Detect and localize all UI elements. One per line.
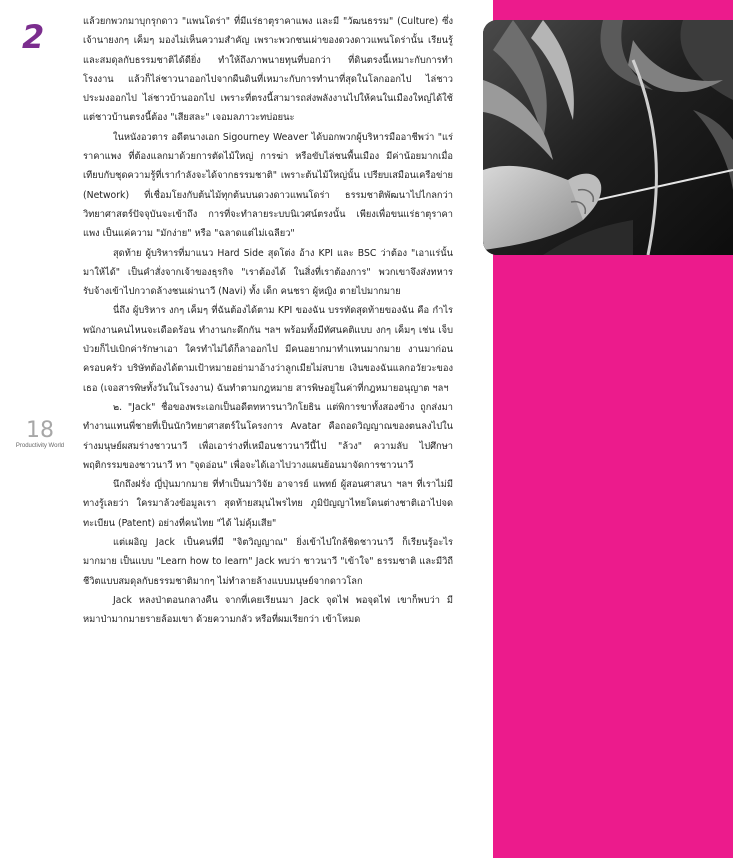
- paragraph: Jack หลงป่าตอนกลางคืน จากที่เคยเรียนมา Jack จุดไฟ พอจุดไฟ เขาก็พบว่า มีหมาป่ามากมายรายล้อมเขา ด้วยความกลัว หรือที่ผมเรียกว่า เข้าโหมด: [83, 594, 453, 626]
- film-still-photo: [483, 20, 733, 255]
- paragraph: นี่ถึง ผู้บริหาร งกๆ เค็มๆ ที่ฉันต้องได้ตาม KPI ของฉัน บรรทัดสุดท้ายของฉัน คือ กำไร พนักงานคนไหนจะเดือดร้อน ทำงานกะดึกกัน ฯลฯ พร้อมทั้งมีทัศนคติแบบ งกๆ เค็มๆ เช่น เจ็บป่วยก็ไปเบิกค่ารักษาเอา ใครทำไม่ได้ก็ลาออกไป มีคนอยากมาทำแทนมากมาย งานมาก่อนครอบครัว บริษัทต้องได้ตามเป้าหมายอย่ามาอ้างว่าลูกเมียไม่สบาย เงินของฉันแลกอวัยวะของเธอ (เจอสารพิษทั้งวันในโรงงาน) ฉันทำตามกฎหมาย สารพิษอยู่ในค่าที่กฎหมายอนุญาต ฯลฯ: [83, 305, 453, 394]
- bow-hand-image: [483, 20, 733, 255]
- page-number: 18: [26, 418, 54, 443]
- paragraph: แล้วยกพวกมาบุกรุกดาว "แพนโดร่า" ที่มีแร่ธาตุราคาแพง และมี "วัฒนธรรม" (Culture) ซึ่งเจ้านายงกๆ เค็มๆ มองไม่เห็นความสำคัญ เพราะพวกชนเผ่าของดวงดาวแพนโดร่านั้น เรียนรู้และสมดุลกับธรรมชาติได้ดียิ่ง ทำให้ถึงภาพนายทุนที่บอกว่า ที่ดินตรงนี้เหมาะกับการทำโรงงาน แล้วก็ไล่ชาวนาออกไปจากผืนดินที่เหมาะกับการทำนาที่สุดในโลกออกไป ไล่ชาวประมงออกไป ไล่ชาวบ้านออกไป เพราะที่ตรงนี้สามารถส่งพลังงานไปให้คนในเมืองใหญ่ได้ใช้ แต่ชาวบ้านตรงนี้ต้อง "เสียสละ" เจอมลภาวะทบ่อยนะ: [83, 16, 453, 124]
- paragraph: นึกถึงฝรั่ง ญี่ปุ่นมากมาย ที่ทำเป็นมาวิจัย อาจารย์ แพทย์ ผู้สอนศาสนา ฯลฯ ที่เราไม่มีทางรู้เลยว่า ใครมาล้วงข้อมูลเรา สุดท้ายสมุนไพรไทย ภูมิปัญญาไทยโดนต่างชาติเอาไปจดทะเบียน (Patent) อย่างที่คนไทย "ได้ ไม่คุ้มเสีย": [83, 479, 453, 529]
- magazine-name: Productivity World: [15, 443, 65, 449]
- paragraph: ๒. "Jack" ชื่อของพระเอกเป็นอดีตทหารนาวิกโยธิน แต่พิการขาทั้งสองข้าง ถูกส่งมาทำงานแทนพี่ชายที่เป็นนักวิทยาศาสตร์ในโครงการ Avatar คือถอดวิญญาณของตนลงไปในร่างมนุษย์ผสมร่างชาวนาวี เพื่อเอาร่างที่เหมือนชาวนาวีนี้ไป "ล้วง" ความลับ ไปศึกษาพฤติกรรมของชาวนาวี หา "จุดอ่อน" เพื่อจะได้เอาไปวางแผนย้อนมาจัดการชาวนาวี: [83, 401, 453, 471]
- section-number: 2: [22, 18, 45, 56]
- paragraph: แต่เผอิญ Jack เป็นคนที่มี "จิตวิญญาณ" ยิ่งเข้าไปใกล้ชิดชาวนาวี ก็เรียนรู้อะไรมากมาย เป็นแบบ "Learn how to learn" Jack พบว่า ชาวนาวี "เข้าใจ" ธรรมชาติ และมีวิถีชีวิตแบบสมดุลกับธรรมชาติมากๆ ไม่ทำลายล้างแบบมนุษย์จากดาวโลก: [83, 537, 453, 587]
- article-body: [83, 12, 453, 630]
- paragraph: ในหนังอวตาร อดีตนางเอก Sigourney Weaver ได้บอกพวกผู้บริหารมืออาชีพว่า "แร่ราคาแพง ที่ต้องแลกมาด้วยการตัดไม้ใหญ่ การฆ่า หรือขับไล่ชนพื้นเมือง มีค่าน้อยมากเมื่อเทียบกับชุดความรู้ที่เรากำลังจะได้จากธรรมชาติ" เพราะต้นไม้ใหญ่นั้น เปรียบเสมือนเครือข่าย (Network) ที่เชื่อมโยงกับต้นไม้ทุกต้นบนดวงดาวแพนโดร่า ธรรมชาติพัฒนาไปไกลกว่าวิทยาศาสตร์ปัจจุบันจะเข้าถึง การที่จะทำลายระบบนิเวศน์ตรงนั้น เพียงเพื่อขนแร่ธาตุราคาแพง เป็นแค่ความ "มักง่าย" หรือ "ฉลาดแต่ไม่เฉลียว": [83, 131, 453, 240]
- paragraph: สุดท้าย ผู้บริหารที่มาแนว Hard Side สุดโต่ง อ้าง KPI และ BSC ว่าต้อง "เอาแร่นั้นมาให้ได้" เป็นคำสั่งจากเจ้าของธุรกิจ "เราต้องได้ ในสิ่งที่เราต้องการ" พวกเขาจึงส่งทหารรับจ้างเข้าไปกวาดล้างชนเผ่านาวี (Navi) ทั้ง เด็ก คนชรา ผู้หญิง ตายไปมากมาย: [83, 247, 453, 298]
- folio: [14, 420, 66, 449]
